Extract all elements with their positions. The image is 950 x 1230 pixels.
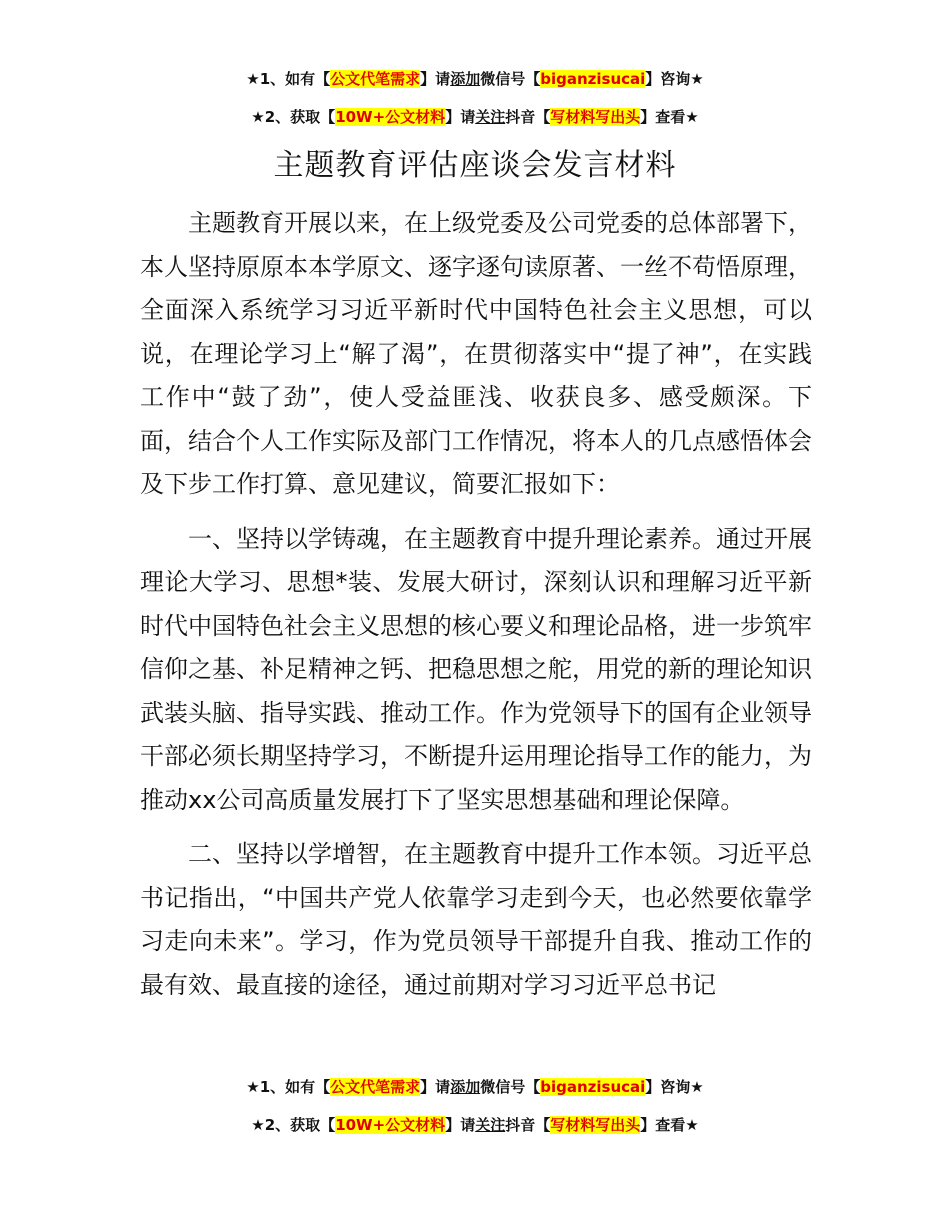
header-banner-line-2 [0, 105, 950, 129]
banner-bracket: 】咨询★ [645, 70, 704, 88]
banner-bracket: 【 [315, 70, 331, 88]
highlight-tag-materials: 10W+公文材料 [335, 1116, 446, 1134]
header-banner-line-1 [0, 67, 950, 91]
banner-bracket: 】请 [445, 1116, 476, 1134]
underlined-word-follow: 关注 [475, 108, 506, 126]
banner-bracket: 【 [535, 108, 551, 126]
highlight-tag-ghostwriting: 公文代笔需求 [330, 70, 421, 88]
banner-bracket: 】查看★ [640, 108, 699, 126]
highlight-tag-wechat-id: biganzisucai [540, 1078, 646, 1096]
banner-bracket: 【 [315, 1078, 331, 1096]
banner-bracket: 】查看★ [640, 1116, 699, 1134]
paragraph-intro: 主题教育开展以来，在上级党委及公司党委的总体部署下，本人坚持原原本本学原文、逐字逐句读原著、一丝不苟悟原理，全面深入系统学习习近平新时代中国特色社会主义思想，可以说，在理论学习上“解了渴”，在贯彻落实中“提了神”，在实践工作中“鼓了劲”，使人受益匪浅、收获良多、感受颇深。下面，结合个人工作实际及部门工作情况，将本人的几点感悟体会及下步工作打算、意见建议，简要汇报如下： [140, 209, 812, 498]
banner-bracket: 【 [320, 108, 336, 126]
banner-bracket: 】请 [420, 1078, 451, 1096]
highlight-tag-wechat-id: biganzisucai [540, 70, 646, 88]
banner-bracket: 【 [320, 1116, 336, 1134]
banner-bracket: 】咨询★ [645, 1078, 704, 1096]
highlight-tag-douyin: 写材料写出头 [550, 108, 641, 126]
highlight-tag-ghostwriting: 公文代笔需求 [330, 1078, 421, 1096]
banner-bracket: 】请 [445, 108, 476, 126]
paragraph-section-two: 二、坚持以学增智，在主题教育中提升工作本领。习近平总书记指出，“中国共产党人依靠学习走到今天，也必然要依靠学习走向未来”。学习，作为党员领导干部提升自我、推动工作的最有效、最直接的途径，通过前期对学习习近平总书记 [140, 840, 812, 999]
document-body [140, 202, 812, 999]
footer-banner-line-1 [0, 1075, 950, 1099]
document-title: 主题教育评估座谈会发言材料 [273, 148, 677, 183]
banner-text: ★2、获取 [251, 108, 321, 126]
banner-text: ★2、获取 [251, 1116, 321, 1134]
highlight-tag-materials: 10W+公文材料 [335, 108, 446, 126]
banner-text: 微信号 [480, 1078, 526, 1096]
underlined-word-follow: 关注 [475, 1116, 506, 1134]
banner-bracket: 【 [535, 1116, 551, 1134]
banner-bracket: 【 [525, 1078, 541, 1096]
highlight-tag-douyin: 写材料写出头 [550, 1116, 641, 1134]
banner-text: 抖音 [505, 1116, 536, 1134]
paragraph-section-one: 一、坚持以学铸魂，在主题教育中提升理论素养。通过开展理论大学习、思想*装、发展大研讨，深刻认识和理解习近平新时代中国特色社会主义思想的核心要义和理论品格，进一步筑牢信仰之基、补足精神之钙、把稳思想之舵，用党的新的理论知识武装头脑、指导实践、推动工作。作为党领导下的国有企业领导干部必须长期坚持学习，不断提升运用理论指导工作的能力，为推动xx公司高质量发展打下了坚实思想基础和理论保障。 [140, 524, 812, 814]
banner-text: ★1、如有 [246, 1078, 316, 1096]
underlined-word-add: 添加 [450, 70, 481, 88]
banner-bracket: 【 [525, 70, 541, 88]
underlined-word-add: 添加 [450, 1078, 481, 1096]
banner-bracket: 】请 [420, 70, 451, 88]
banner-text: 抖音 [505, 108, 536, 126]
banner-text: 微信号 [480, 70, 526, 88]
footer-banner-line-2 [0, 1113, 950, 1137]
banner-text: ★1、如有 [246, 70, 316, 88]
